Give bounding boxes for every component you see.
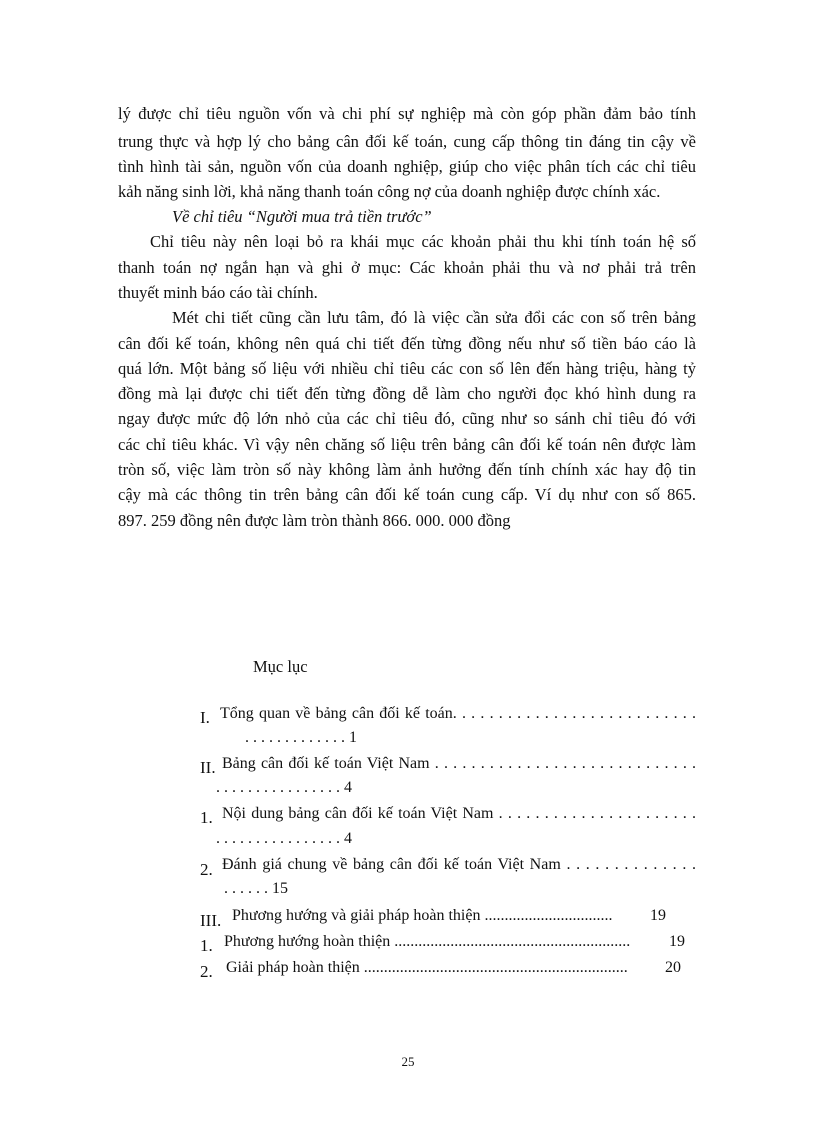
body-line: lý được chỉ tiêu nguồn vốn và chi phí sự nghiệp mà còn góp phần đảm bảo tính	[118, 104, 696, 123]
body-line: quá lớn. Một bảng số liệu với nhiều chỉ tiêu các con số lên đến hàng triệu, hàng tỷ	[118, 359, 696, 378]
toc-item-number: 1.	[200, 936, 213, 955]
body-line: ngay được mức độ lớn nhỏ của các chỉ tiêu đó, cũng như so sánh chỉ tiêu đó với	[118, 409, 696, 428]
body-line: kảh năng sinh lời, khả năng thanh toán công nợ của doanh nghiệp được chính xác.	[118, 182, 661, 201]
body-line: đồng mà lại được chi tiết đến từng đồng dễ làm cho người đọc khó hình dung ra	[118, 384, 696, 403]
toc-item-page: . . . . . . . . . . . . . 1	[245, 729, 357, 746]
toc-item-number: II.	[200, 758, 216, 777]
body-line: thanh toán nợ ngắn hạn và ghi ở mục: Các khoản phải thu và nơ phải trả trên	[118, 258, 696, 277]
toc-item-page: 19	[650, 907, 666, 924]
toc-item-text: Phương hướng và giải pháp hoàn thiện ................................	[232, 907, 613, 924]
body-line: 897. 259 đồng nên được làm tròn thành 866. 000. 000 đồng	[118, 511, 511, 530]
toc-item-text: Giải pháp hoàn thiện ..................................................................	[226, 959, 628, 976]
toc-title: Mục lục	[253, 657, 308, 676]
toc-item-number: 2.	[200, 962, 213, 981]
toc-item-number: III.	[200, 911, 222, 930]
body-line: tình hình tài sản, nguồn vốn của doanh nghiệp, giúp cho việc phân tích các chỉ tiêu	[118, 157, 696, 176]
toc-item-text: Đánh giá chung về bảng cân đối kế toán Việt Nam . . . . . . . . . . . . . .	[222, 856, 696, 873]
body-line: Mét chi tiết cũng cần lưu tâm, đó là việc cần sửa đổi các con số trên bảng	[172, 308, 696, 327]
page-number: 25	[401, 1054, 415, 1069]
body-line: các chỉ tiêu khác. Vì vậy nên chăng số liệu trên bảng cân đối kế toán nên được làm	[118, 435, 696, 454]
body-line: tròn số, việc làm tròn số này không làm ảnh hưởng đến tính chính xác hay độ tin	[118, 460, 696, 479]
toc-item-text: Tổng quan về bảng cân đối kế toán. . . . . . . . . . . . . . . . . . . . . . . . . . .	[220, 705, 696, 722]
toc-item-page: . . . . . . . . . . . . . . . . 4	[216, 830, 352, 847]
toc-item-number: I.	[200, 708, 210, 727]
toc-item-text: Phương hướng hoàn thiện ...........................................................	[224, 933, 631, 950]
section-heading: Về chỉ tiêu “Người mua trả tiền trước”	[172, 207, 432, 226]
toc-item-text: Nội dung bảng cân đối kế toán Việt Nam . . . . . . . . . . . . . . . . . . . . . .	[222, 805, 696, 822]
toc-item-number: 2.	[200, 860, 213, 879]
body-line: cậy mà các thông tin trên bảng cân đối kế toán cung cấp. Ví dụ như con số 865.	[118, 485, 696, 504]
toc-item-page: 20	[665, 959, 681, 976]
toc-item-page: 19	[669, 933, 685, 950]
body-line: Chỉ tiêu này nên loại bỏ ra khái mục các khoản phải thu khi tính toán hệ số	[150, 232, 696, 251]
toc-item-page: . . . . . . 15	[224, 880, 288, 897]
toc-item-number: 1.	[200, 808, 213, 827]
toc-item-page: . . . . . . . . . . . . . . . . 4	[216, 779, 352, 796]
body-line: trung thực và hợp lý cho bảng cân đối kế toán, cung cấp thông tin đáng tin cậy về	[118, 132, 696, 151]
body-line: thuyết minh báo cáo tài chính.	[118, 283, 318, 302]
body-line: cân đối kế toán, không nên quá chi tiết đến từng đồng nếu như số tiền báo cáo là	[118, 334, 696, 353]
toc-item-text: Bảng cân đối kế toán Việt Nam . . . . . . . . . . . . . . . . . . . . . . . . . . . . .	[222, 755, 696, 772]
